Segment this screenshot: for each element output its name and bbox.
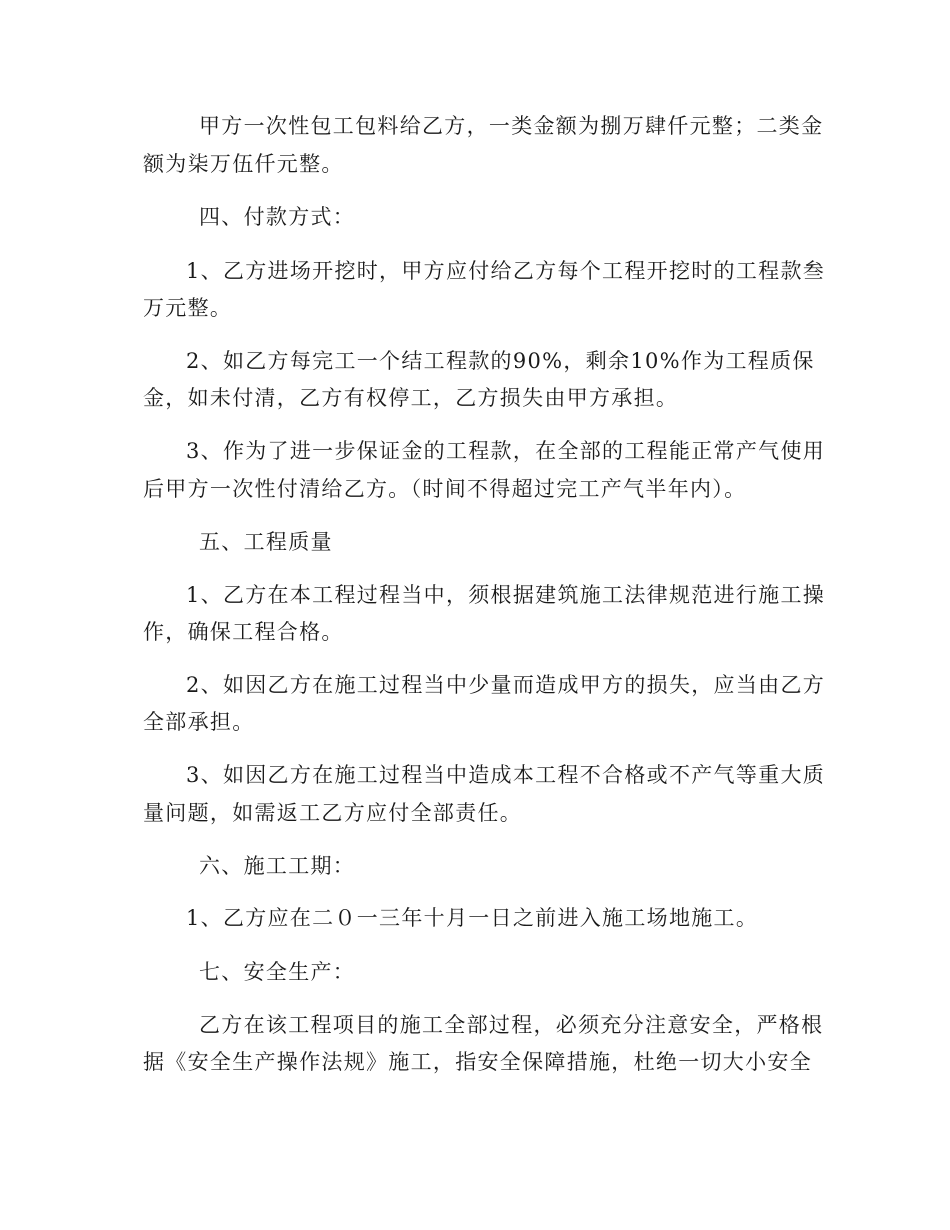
paragraph-5-line-2: 后甲方一次性付清给乙方。（时间不得超过完工产气半年内）。: [143, 477, 747, 501]
paragraph-13-line-1: 乙方在该工程项目的施工全部过程，必须充分注意安全，严格根: [199, 1013, 824, 1037]
paragraph-8-line-1: 2、如因乙方在施工过程当中少量而造成甲方的损失，应当由乙方: [186, 673, 826, 697]
paragraph-7-line-1: 1、乙方在本工程过程当中，须根据建筑施工法律规范进行施工操: [186, 583, 826, 607]
paragraph-1-line-1: 甲方一次性包工包料给乙方，一类金额为捌万肆仟元整；二类金: [199, 114, 824, 138]
section-heading-schedule: 六、施工工期：: [199, 854, 356, 878]
paragraph-1-line-2: 额为柒万伍仟元整。: [143, 152, 344, 176]
paragraph-9-line-1: 3、如因乙方在施工过程当中造成本工程不合格或不产气等重大质: [186, 763, 826, 787]
paragraph-13-line-2: 据《安全生产操作法规》施工，指安全保障措施，杜绝一切大小安全: [143, 1050, 812, 1074]
paragraph-11-line-1: 1、乙方应在二０一三年十月一日之前进入施工场地施工。: [186, 906, 759, 930]
paragraph-4-line-1: 2、如乙方每完工一个结工程款的90%，剩余10%作为工程质保: [186, 349, 815, 373]
paragraph-5-line-1: 3、作为了进一步保证金的工程款，在全部的工程能正常产气使用: [186, 439, 826, 463]
paragraph-9-line-2: 量问题，如需返工乙方应付全部责任。: [143, 801, 523, 825]
section-heading-quality: 五、工程质量: [199, 530, 333, 554]
paragraph-8-line-2: 全部承担。: [143, 710, 255, 734]
section-heading-safety: 七、安全生产：: [199, 960, 356, 984]
paragraph-4-line-2: 金，如未付清，乙方有权停工，乙方损失由甲方承担。: [143, 386, 679, 410]
paragraph-3-line-2: 万元整。: [143, 296, 233, 320]
section-heading-payment: 四、付款方式：: [199, 205, 356, 229]
paragraph-7-line-2: 作，确保工程合格。: [143, 620, 344, 644]
paragraph-3-line-1: 1、乙方进场开挖时，甲方应付给乙方每个工程开挖时的工程款叁: [186, 259, 826, 283]
